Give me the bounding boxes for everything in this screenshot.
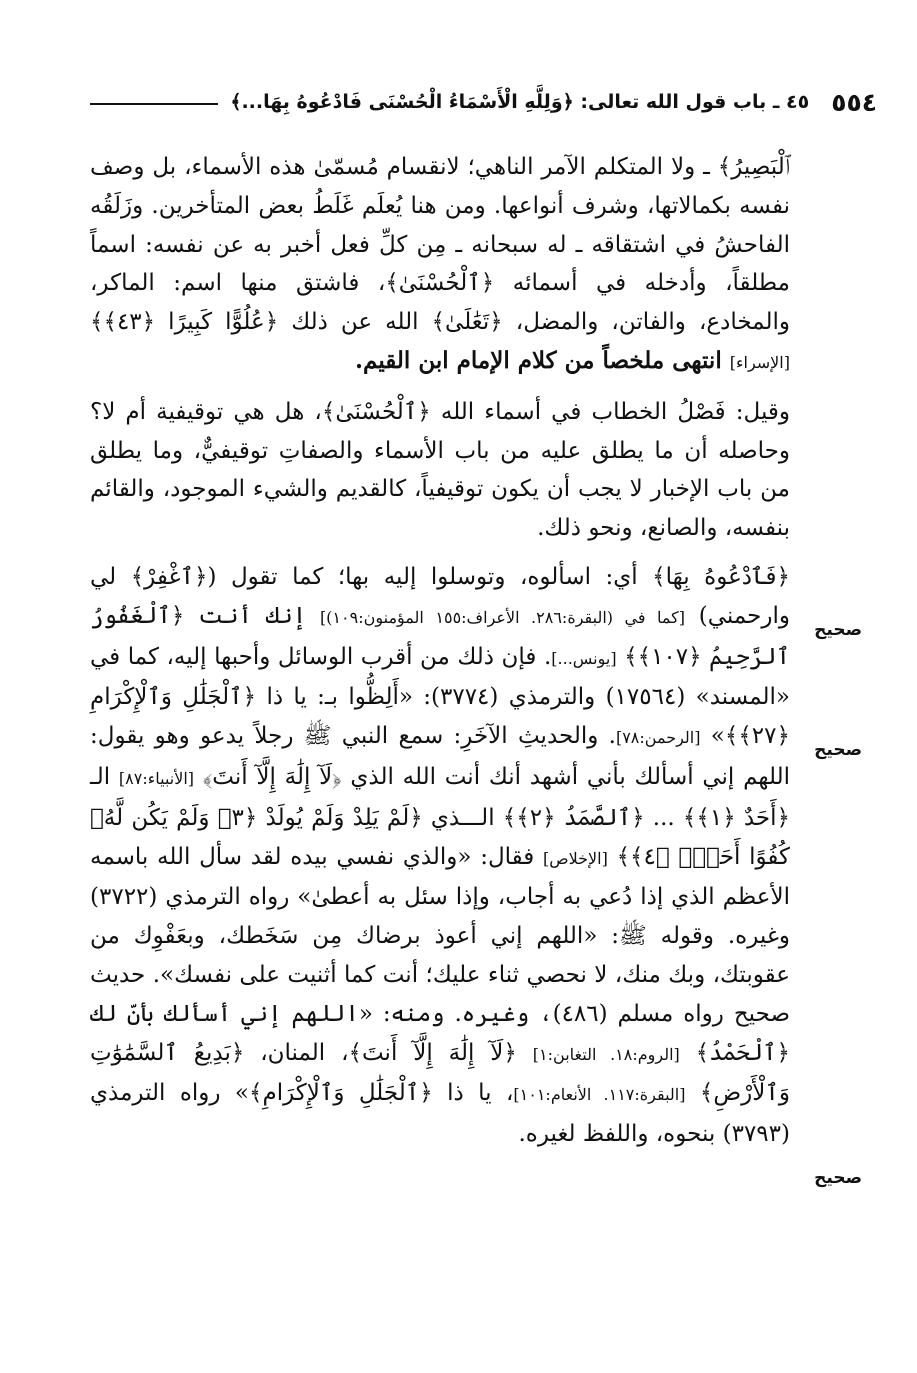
- paragraph-text: ﴿لَآ إِلَٰهَ إِلَّآ أَنتَ﴾، المنان، ﴿بَدِيعُ ٱلسَّمَٰوَٰتِ وَٱلْأَرْضِ﴾: [90, 1039, 790, 1107]
- body-text: [90, 148, 790, 1154]
- paragraph-text: إنك أنت ﴿ٱلْغَفُورُ ٱلرَّحِيمُ ﴿١٠٧﴾﴾: [90, 602, 791, 670]
- citation: [الأنبياء:٨٧]: [118, 768, 195, 788]
- paragraph: [90, 558, 790, 1154]
- citation: [الروم:١٨. التغابن:١]: [532, 1044, 680, 1064]
- paragraph-text: ﴿فَٱدْعُوهُ بِهَا﴾ أي: اسألوه، وتوسلوا إليه بها؛ كما تقول (﴿ٱغْفِرْ﴾ لي وارحمني): [90, 563, 790, 629]
- paragraph-text: ﭐلْبَصِيرُ﴾ ـ ولا المتكلم الآمر الناهي؛ لانقسام مُسمّىٰ هذه الأسماء، بل وصف نفسه بكمالاتها، وشرف أنواعها. ومن هنا يُعلَم غَلَطُ بعض المتأخرين. وزَلَقُه الفاحشُ في اشتقاقه ـ له سبحانه ـ مِن كلِّ فعل أخبر به عن نفسه: اسماً مطلقاً، وأدخله في أسمائه ﴿ٱلْحُسْنَىٰ﴾، فاشتق منها اسم: الماكر، والمخادع، والفاتن، والمضل، ﴿تَعَٰلَىٰ﴾ الله عن ذلك ﴿عُلُوًّا كَبِيرًا ﴿٤٣﴾﴾: [90, 154, 790, 336]
- citation: [كما في (البقرة:٢٨٦. الأعراف:١٥٥ المؤمنون:١٠٩)]: [319, 607, 686, 627]
- header-rule: [90, 103, 218, 105]
- paragraph-text: . والحديثِ الآخَرِ: سمع النبي ﷺ رجلاً يدعو وهو يقول: اللهم إني أسألك بأني أشهد أنك أنت الله الذي ﴿لَآ إِلَٰهَ إِلَّآ أَنتَ﴾: [90, 723, 790, 790]
- citation: [يونس...]: [551, 648, 617, 668]
- running-title: ٤٥ ـ باب قول الله تعالى: ﴿وَلِلَّهِ الْأَسْمَاءُ الْحُسْنَى فَادْعُوهُ بِهَا...﴾: [230, 91, 810, 113]
- page-header: [90, 80, 877, 124]
- page-number: ٥٥٤: [831, 87, 877, 117]
- paragraph-text: فقال: «والذي نفسي بيده لقد سأل الله باسمه الأعظم الذي إذا دُعي به أجاب، وإذا سئل به أعطىٰ» رواه الترمذي (٣٧٢٢) وغيره. وقوله ﷺ: «اللهم إني أعوذ برضاك مِن سَخَطك، وبعَفْوِك من عقوبتك، وبك منك، لا نحصي ثناء عليك؛ أنت كما أثنيت على نفسك». حديث صحيح رواه مسلم (٤٨٦)، وغيره. ومنه: «اللهم إني أسألك بأنّ لك ﴿ٱلْحَمْدُ﴾: [90, 843, 790, 1066]
- paragraph-text: ، يا ذا ﴿ٱلْجَلَٰلِ وَٱلْإِكْرَامِ﴾» رواه الترمذي (٣٧٩٣) بنحوه، واللفظ لغيره.: [90, 1080, 790, 1148]
- citation: [الرحمن:٧٨]: [615, 728, 701, 748]
- paragraph-text: الـ ﴿أَحَدٌ ﴿١﴾﴾ ... ﴿ٱلصَّمَدُ ﴿٢﴾﴾ الـــذي ﴿لَمْ يَلِدْ وَلَمْ يُولَدْ ﴿٣﴾ وَلَمْ يَكُن لَّهُۥ كُفُوًا أَحَدٌۢ ﴿٤﴾﴾: [90, 763, 790, 870]
- citation: [الإسراء]: [729, 352, 790, 372]
- paragraph: [90, 393, 790, 548]
- margin-note-sahih: صحيح: [814, 1168, 862, 1188]
- citation: [الإخلاص]: [543, 848, 608, 868]
- margin-note-sahih: صحيح: [814, 740, 862, 760]
- source-note: انتهى ملخصاً من كلام الإمام ابن القيم.: [355, 346, 730, 374]
- citation: [البقرة:١١٧. الأنعام:١٠١]: [513, 1085, 686, 1105]
- paragraph-text: . فإن ذلك من أقرب الوسائل وأحبها إليه، كما في «المسند» (١٧٥٦٤) والترمذي (٣٧٧٤): «أَلِظُّوا بـ: يا ذا ﴿ٱلْجَلَٰلِ وَٱلْإِكْرَامِ ﴿٢٧﴾﴾»: [90, 643, 790, 750]
- margin-note-sahih: صحيح: [814, 620, 862, 640]
- paragraph: [90, 148, 790, 383]
- paragraph-text: وقيل: فَصْلُ الخطاب في أسماء الله ﴿ٱلْحُسْنَىٰ﴾، هل هي توقيفية أم لا؟ وحاصله أن ما يطلق عليه من باب الأسماء والصفاتِ توقيفيٌّ، وما يطلق من باب الإخبار لا يجب أن يكون توقيفياً، كالقديم والشيء الموجود، والقائم بنفسه، والصانع، ونحو ذلك.: [90, 398, 790, 542]
